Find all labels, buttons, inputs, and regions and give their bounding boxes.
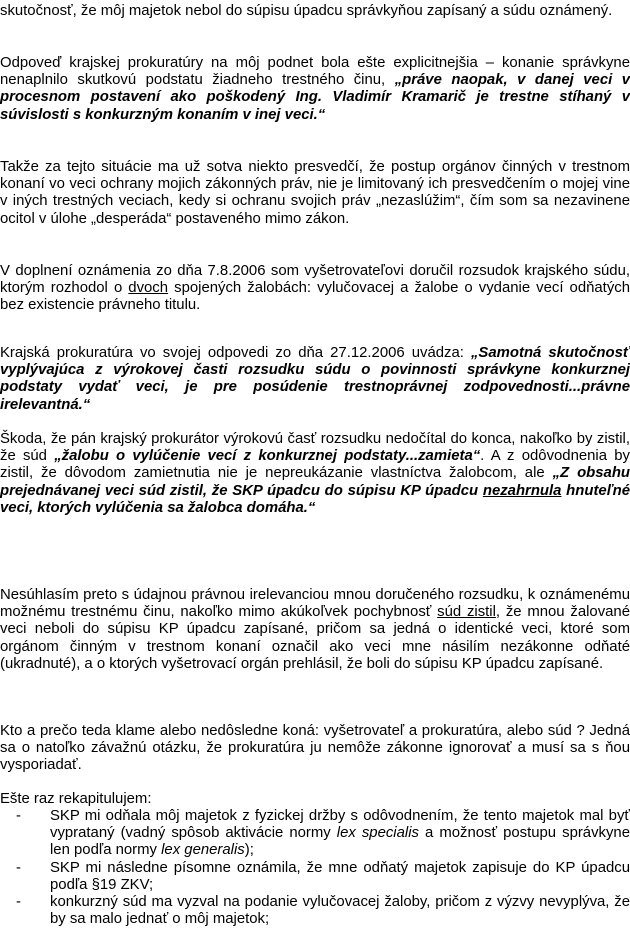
paragraph-text: Nesúhlasím preto s údajnou právnou irelevanciou mnou doručeného rozsudku, k oznámenému možnému trestnému činu, nakoľko mimo akúkoľvek pochybnosť	[0, 587, 630, 621]
dash-marker: -	[16, 808, 21, 824]
list-item-text: SKP mi odňala môj majetok z fyzickej držby s odôvodnením, že tento majetok mal byť vyprataný (vadný spôsob aktivácie normy	[50, 808, 630, 842]
list-item	[0, 860, 630, 894]
underlined-text: dvoch	[128, 280, 169, 297]
paragraph-text: Takže za tejto situácie ma už sotva niekto presvedčí, že postup orgánov činných v trestnom konaní vo veci ochrany mojich zákonných práv, nie je limitovaný ich presvedčením o mojej vine v iných trestných veciach, kedy si ochranu svojich práv „nezaslúžim“, čím som sa nezavinene ocitol v úlohe „desperáda“ postaveného mimo zákon.	[0, 159, 630, 227]
paragraph-recap-heading	[0, 791, 630, 808]
recap-list	[0, 808, 630, 928]
paragraph-text: V doplnení oznámenia zo dňa 7.8.2006 som vyšetrovateľovi doručil rozsudok krajského súdu, ktorým rozhodol o	[0, 263, 630, 297]
paragraph-text: . A z odôvodnenia by zistil, že dôvodom zamietnutia nie je nepreukázanie vlastníctva žalobcom, ale	[0, 448, 630, 482]
quoted-text: „Samotná skutočnosť vyplývajúca z výrokovej časti rozsudku súdu o povinnosti správkyne konkurznej podstaty vydať veci, je pre posúdenie trestnoprávnej zodpovednosti...právne irelevantná.“	[0, 345, 630, 413]
paragraph-text: skutočnosť, že môj majetok nebol do súpisu úpadcu správkyňou zapísaný a súdu oznámený.	[0, 3, 613, 19]
italic-term: lex generalis	[161, 842, 245, 859]
paragraph-supplement	[0, 263, 630, 315]
paragraph-continuation	[0, 3, 630, 20]
list-item	[0, 894, 630, 928]
paragraph-text: Ešte raz rekapitulujem:	[0, 791, 152, 807]
quoted-text: „práve naopak, v danej veci v procesnom postavení ako poškodený Ing. Vladimír Kramarič je trestne stíhaný v súvislosti s konkurzným konaním v inej veci.“	[0, 72, 630, 123]
list-item-text: a možnosť postupu správkyne len podľa normy	[50, 825, 630, 859]
paragraph-text: Škoda, že pán krajský prokurátor výrokovú časť rozsudku nedočítal do konca, nakoľko by zistil, že súd	[0, 431, 630, 465]
quoted-text: „Z obsahu prejednávanej veci súd zistil, že SKP úpadcu do súpisu KP úpadcu	[0, 465, 630, 499]
dash-marker: -	[16, 859, 21, 876]
paragraph-text: Odpoveď krajskej prokuratúry na môj podnet bola ešte explicitnejšia – konanie správkyne nenaplnilo skutkovú podstatu žiadneho trestného činu,	[0, 55, 630, 89]
paragraph-disagreement	[0, 587, 630, 673]
list-item-text: konkurzný súd ma vyzval na podanie vylučovacej žaloby, pričom z výzvy nevyplýva, že by sa malo jednať o môj majetok;	[50, 894, 630, 928]
list-item	[0, 808, 630, 860]
quoted-text: „žalobu o vylúčenie vecí z konkurznej podstaty...zamieta“	[54, 448, 481, 465]
paragraph-text: Kto a prečo teda klame alebo nedôsledne koná: vyšetrovateľ a prokuratúra, alebo súd ? Jedná sa o natoľko závažnú otázku, že prokuratúra ju nemôže zákonne ignorovať a musí sa s ňou vysporiadať.	[0, 723, 630, 774]
italic-term: lex specialis	[336, 825, 419, 842]
paragraph-text: spojených žalobách: vylučovacej a žalobe o vydanie vecí odňatých bez existencie právneho titulu.	[0, 280, 630, 314]
paragraph-verdict-reading	[0, 431, 630, 517]
paragraph-conclusion	[0, 159, 630, 228]
paragraph-regional-prosecution	[0, 345, 630, 414]
list-item-text: );	[244, 842, 254, 859]
quoted-text: hnuteľné veci, ktorých vylúčenia sa žalobca domáha.“	[0, 482, 630, 516]
paragraph-text: Krajská prokuratúra vo svojej odpovedi zo dňa 27.12.2006 uvádza:	[0, 345, 471, 361]
paragraph-prosecutor-response	[0, 55, 630, 124]
list-item-text: SKP mi následne písomne oznámila, že mne odňatý majetok zapisuje do KP úpadcu podľa §19 ZKV;	[50, 859, 630, 893]
underlined-text: súd zistil	[437, 604, 496, 621]
dash-marker: -	[16, 894, 21, 911]
paragraph-question	[0, 723, 630, 775]
paragraph-text: , že mnou žalované veci neboli do súpisu KP úpadcu zapísané, pričom sa jedná o identické veci, ktoré som orgánom činným v trestnom konaní označil ako veci mne násilím nezákonne odňaté (ukradnuté), a o ktorých vyšetrovací orgán prehlásil, že boli do súpisu KP úpadcu zapísané.	[0, 604, 630, 672]
underlined-quoted-text: nezahrnula	[482, 482, 562, 499]
